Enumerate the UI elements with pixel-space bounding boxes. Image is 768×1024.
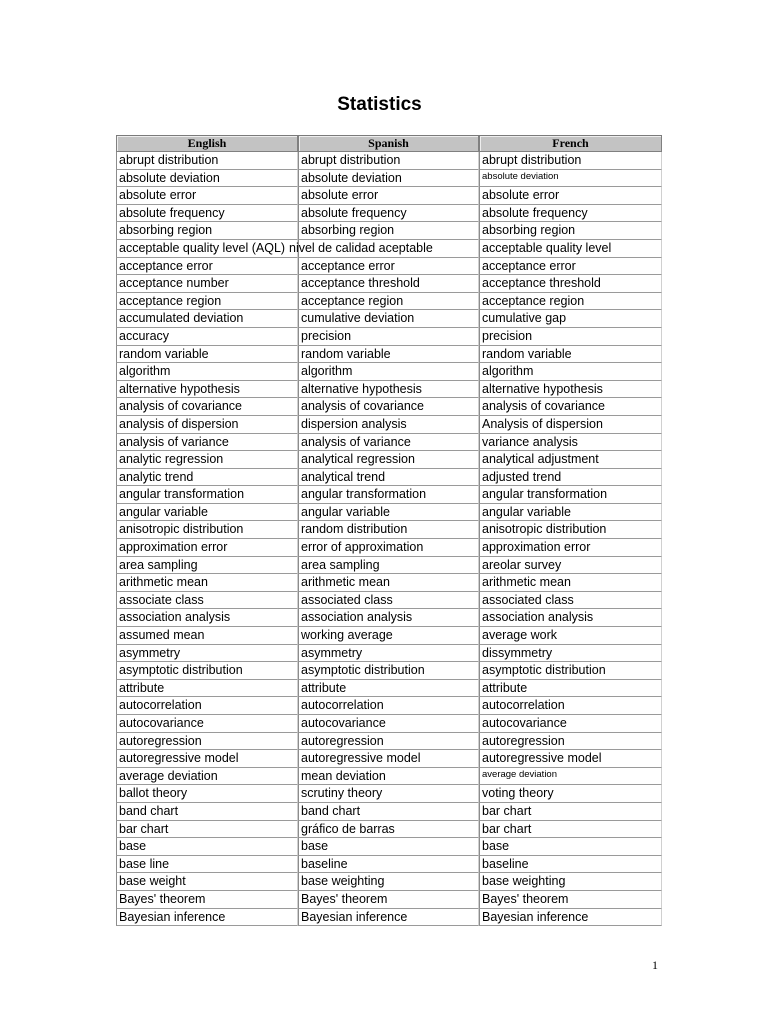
cell-english: bar chart bbox=[116, 821, 298, 839]
cell-spanish: area sampling bbox=[298, 557, 479, 575]
table-row bbox=[116, 205, 662, 223]
table-row bbox=[116, 838, 662, 856]
cell-english: association analysis bbox=[116, 609, 298, 627]
table-row bbox=[116, 187, 662, 205]
cell-french: anisotropic distribution bbox=[479, 521, 662, 539]
cell-english: acceptance error bbox=[116, 258, 298, 276]
cell-english: analytic regression bbox=[116, 451, 298, 469]
table-row bbox=[116, 434, 662, 452]
cell-french: analytical adjustment bbox=[479, 451, 662, 469]
cell-english: asymptotic distribution bbox=[116, 662, 298, 680]
cell-spanish: acceptance error bbox=[298, 258, 479, 276]
cell-spanish: base bbox=[298, 838, 479, 856]
cell-french: autocovariance bbox=[479, 715, 662, 733]
cell-spanish: base weighting bbox=[298, 873, 479, 891]
table-row bbox=[116, 821, 662, 839]
column-header-spanish: Spanish bbox=[298, 136, 479, 152]
header-row bbox=[116, 136, 662, 152]
cell-english: asymmetry bbox=[116, 645, 298, 663]
table-row bbox=[116, 680, 662, 698]
cell-english: alternative hypothesis bbox=[116, 381, 298, 399]
cell-french: algorithm bbox=[479, 363, 662, 381]
table-row bbox=[116, 504, 662, 522]
cell-french: Bayesian inference bbox=[479, 909, 662, 927]
cell-french: absolute frequency bbox=[479, 205, 662, 223]
cell-english: angular transformation bbox=[116, 486, 298, 504]
cell-english: absolute frequency bbox=[116, 205, 298, 223]
cell-spanish: scrutiny theory bbox=[298, 785, 479, 803]
cell-spanish: angular variable bbox=[298, 504, 479, 522]
cell-english: acceptance region bbox=[116, 293, 298, 311]
cell-french: Bayes' theorem bbox=[479, 891, 662, 909]
table-body bbox=[116, 152, 662, 926]
cell-french: random variable bbox=[479, 346, 662, 364]
cell-spanish: asymmetry bbox=[298, 645, 479, 663]
cell-english: base line bbox=[116, 856, 298, 874]
cell-english: acceptance number bbox=[116, 275, 298, 293]
cell-english: analytic trend bbox=[116, 469, 298, 487]
cell-french: autoregression bbox=[479, 733, 662, 751]
cell-french: autoregressive model bbox=[479, 750, 662, 768]
cell-spanish: analysis of variance bbox=[298, 434, 479, 452]
cell-english: base weight bbox=[116, 873, 298, 891]
table-row bbox=[116, 240, 662, 258]
cell-spanish: dispersion analysis bbox=[298, 416, 479, 434]
cell-english: arithmetic mean bbox=[116, 574, 298, 592]
cell-spanish: cumulative deviation bbox=[298, 310, 479, 328]
table-row bbox=[116, 293, 662, 311]
table-row bbox=[116, 451, 662, 469]
cell-french: alternative hypothesis bbox=[479, 381, 662, 399]
cell-spanish: absolute error bbox=[298, 187, 479, 205]
cell-french: baseline bbox=[479, 856, 662, 874]
cell-french: precision bbox=[479, 328, 662, 346]
table-row bbox=[116, 381, 662, 399]
cell-english: anisotropic distribution bbox=[116, 521, 298, 539]
page-number: 1 bbox=[652, 958, 658, 972]
cell-french: areolar survey bbox=[479, 557, 662, 575]
cell-spanish: alternative hypothesis bbox=[298, 381, 479, 399]
cell-french: abrupt distribution bbox=[479, 152, 662, 170]
cell-french: cumulative gap bbox=[479, 310, 662, 328]
cell-spanish: baseline bbox=[298, 856, 479, 874]
cell-french: acceptable quality level bbox=[479, 240, 662, 258]
cell-english: approximation error bbox=[116, 539, 298, 557]
table-row bbox=[116, 469, 662, 487]
cell-french: asymptotic distribution bbox=[479, 662, 662, 680]
cell-english: area sampling bbox=[116, 557, 298, 575]
table-row bbox=[116, 627, 662, 645]
cell-spanish: association analysis bbox=[298, 609, 479, 627]
page-title: Statistics bbox=[337, 94, 422, 115]
table-row bbox=[116, 328, 662, 346]
cell-spanish: gráfico de barras bbox=[298, 821, 479, 839]
cell-english: autocorrelation bbox=[116, 697, 298, 715]
cell-english: absolute error bbox=[116, 187, 298, 205]
cell-english: angular variable bbox=[116, 504, 298, 522]
cell-english: acceptable quality level (AQL) bbox=[116, 240, 298, 258]
table-row bbox=[116, 856, 662, 874]
cell-spanish: Bayes' theorem bbox=[298, 891, 479, 909]
table-row bbox=[116, 891, 662, 909]
table-row bbox=[116, 574, 662, 592]
table-row bbox=[116, 557, 662, 575]
cell-french: absorbing region bbox=[479, 222, 662, 240]
cell-spanish: arithmetic mean bbox=[298, 574, 479, 592]
cell-spanish: absorbing region bbox=[298, 222, 479, 240]
table-row bbox=[116, 645, 662, 663]
table-row bbox=[116, 346, 662, 364]
cell-spanish: band chart bbox=[298, 803, 479, 821]
cell-french: acceptance threshold bbox=[479, 275, 662, 293]
cell-spanish: precision bbox=[298, 328, 479, 346]
table-row bbox=[116, 750, 662, 768]
cell-spanish: autoregression bbox=[298, 733, 479, 751]
table-row bbox=[116, 398, 662, 416]
cell-spanish: angular transformation bbox=[298, 486, 479, 504]
cell-spanish: associated class bbox=[298, 592, 479, 610]
cell-english: autoregression bbox=[116, 733, 298, 751]
cell-english: accumulated deviation bbox=[116, 310, 298, 328]
cell-spanish: mean deviation bbox=[298, 768, 479, 786]
cell-english: algorithm bbox=[116, 363, 298, 381]
cell-english: average deviation bbox=[116, 768, 298, 786]
cell-english: analysis of dispersion bbox=[116, 416, 298, 434]
cell-spanish: nivel de calidad aceptable bbox=[298, 240, 479, 258]
table-row bbox=[116, 258, 662, 276]
cell-english: autocovariance bbox=[116, 715, 298, 733]
cell-english: autoregressive model bbox=[116, 750, 298, 768]
table-row bbox=[116, 486, 662, 504]
cell-english: Bayes' theorem bbox=[116, 891, 298, 909]
cell-spanish: random variable bbox=[298, 346, 479, 364]
cell-spanish: working average bbox=[298, 627, 479, 645]
cell-french: association analysis bbox=[479, 609, 662, 627]
cell-spanish: algorithm bbox=[298, 363, 479, 381]
cell-english: attribute bbox=[116, 680, 298, 698]
cell-spanish: autocovariance bbox=[298, 715, 479, 733]
table-row bbox=[116, 363, 662, 381]
cell-french: approximation error bbox=[479, 539, 662, 557]
cell-spanish: autocorrelation bbox=[298, 697, 479, 715]
cell-french: Analysis of dispersion bbox=[479, 416, 662, 434]
cell-french: base weighting bbox=[479, 873, 662, 891]
table-row bbox=[116, 275, 662, 293]
table-row bbox=[116, 662, 662, 680]
cell-french: analysis of covariance bbox=[479, 398, 662, 416]
table-row bbox=[116, 733, 662, 751]
cell-english: ballot theory bbox=[116, 785, 298, 803]
table-row bbox=[116, 768, 662, 786]
table-row bbox=[116, 539, 662, 557]
table-row bbox=[116, 416, 662, 434]
table-row bbox=[116, 803, 662, 821]
cell-french: variance analysis bbox=[479, 434, 662, 452]
cell-spanish: acceptance region bbox=[298, 293, 479, 311]
cell-spanish: absolute frequency bbox=[298, 205, 479, 223]
cell-english: abrupt distribution bbox=[116, 152, 298, 170]
cell-french: average deviation bbox=[479, 768, 662, 786]
table-row bbox=[116, 310, 662, 328]
cell-spanish: analytical regression bbox=[298, 451, 479, 469]
table-row bbox=[116, 785, 662, 803]
cell-french: associated class bbox=[479, 592, 662, 610]
glossary-table bbox=[116, 135, 662, 926]
cell-english: analysis of variance bbox=[116, 434, 298, 452]
cell-spanish: Bayesian inference bbox=[298, 909, 479, 927]
cell-english: Bayesian inference bbox=[116, 909, 298, 927]
cell-french: dissymmetry bbox=[479, 645, 662, 663]
cell-french: acceptance region bbox=[479, 293, 662, 311]
column-header-french: French bbox=[479, 136, 662, 152]
cell-spanish: acceptance threshold bbox=[298, 275, 479, 293]
cell-french: arithmetic mean bbox=[479, 574, 662, 592]
cell-spanish: asymptotic distribution bbox=[298, 662, 479, 680]
cell-english: associate class bbox=[116, 592, 298, 610]
cell-spanish: autoregressive model bbox=[298, 750, 479, 768]
cell-french: adjusted trend bbox=[479, 469, 662, 487]
cell-french: voting theory bbox=[479, 785, 662, 803]
table-row bbox=[116, 152, 662, 170]
cell-english: assumed mean bbox=[116, 627, 298, 645]
cell-spanish: attribute bbox=[298, 680, 479, 698]
table-row bbox=[116, 170, 662, 188]
cell-english: random variable bbox=[116, 346, 298, 364]
cell-spanish: random distribution bbox=[298, 521, 479, 539]
table-row bbox=[116, 222, 662, 240]
cell-english: base bbox=[116, 838, 298, 856]
cell-french: base bbox=[479, 838, 662, 856]
table-row bbox=[116, 697, 662, 715]
cell-spanish: analysis of covariance bbox=[298, 398, 479, 416]
table-row bbox=[116, 909, 662, 927]
cell-spanish: absolute deviation bbox=[298, 170, 479, 188]
cell-spanish: error of approximation bbox=[298, 539, 479, 557]
table-row bbox=[116, 521, 662, 539]
table-row bbox=[116, 715, 662, 733]
table-header bbox=[116, 136, 662, 152]
cell-spanish: analytical trend bbox=[298, 469, 479, 487]
cell-french: bar chart bbox=[479, 821, 662, 839]
cell-english: absolute deviation bbox=[116, 170, 298, 188]
cell-french: angular variable bbox=[479, 504, 662, 522]
cell-spanish: abrupt distribution bbox=[298, 152, 479, 170]
cell-french: absolute deviation bbox=[479, 170, 662, 188]
cell-french: absolute error bbox=[479, 187, 662, 205]
cell-french: bar chart bbox=[479, 803, 662, 821]
cell-english: band chart bbox=[116, 803, 298, 821]
table-row bbox=[116, 609, 662, 627]
cell-english: analysis of covariance bbox=[116, 398, 298, 416]
column-header-english: English bbox=[116, 136, 298, 152]
table-row bbox=[116, 873, 662, 891]
table-row bbox=[116, 592, 662, 610]
cell-english: absorbing region bbox=[116, 222, 298, 240]
cell-french: average work bbox=[479, 627, 662, 645]
cell-english: accuracy bbox=[116, 328, 298, 346]
cell-french: angular transformation bbox=[479, 486, 662, 504]
cell-french: acceptance error bbox=[479, 258, 662, 276]
cell-french: attribute bbox=[479, 680, 662, 698]
cell-french: autocorrelation bbox=[479, 697, 662, 715]
